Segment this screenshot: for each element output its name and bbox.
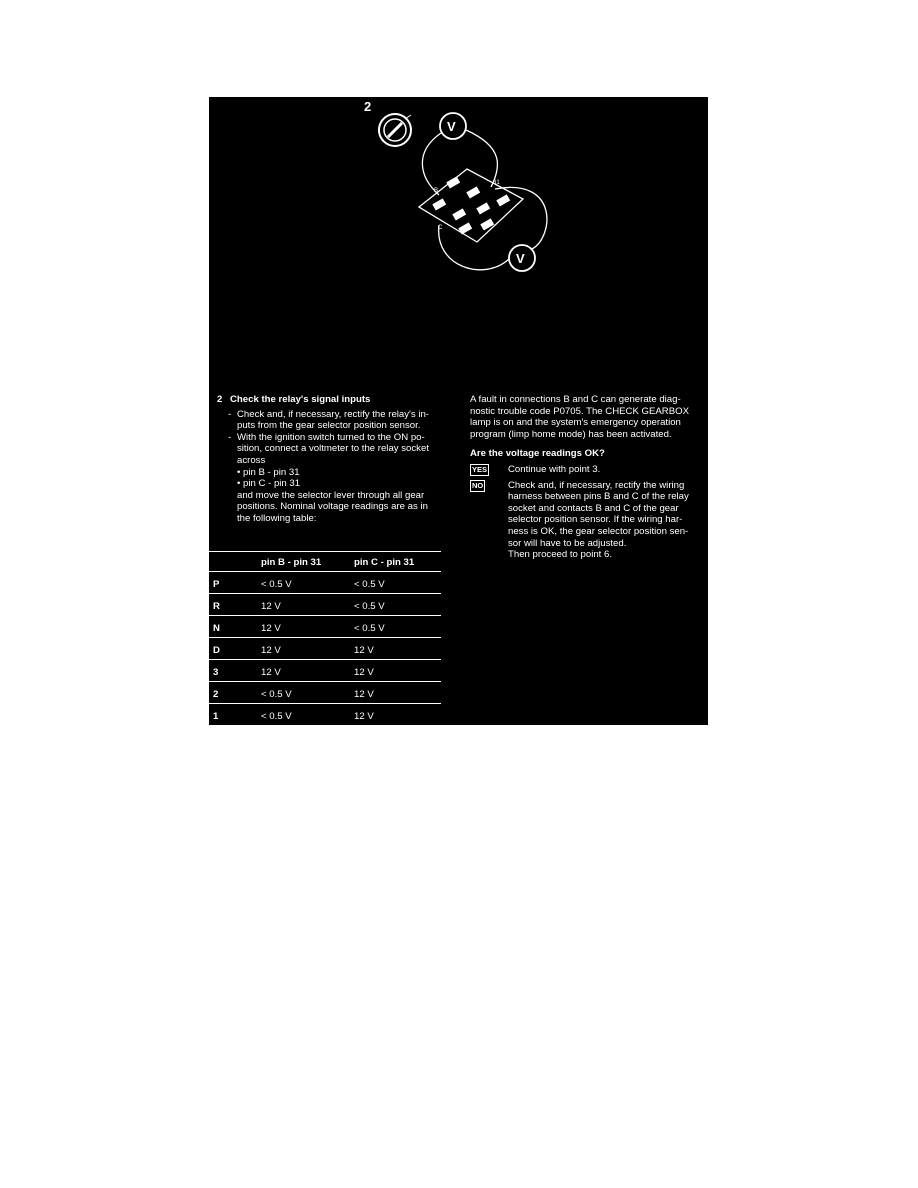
right-column: A fault in connections B and C can generate diag- nostic trouble code P0705. The CHECK GEARBOX lamp is on and the system's emergency operation program (limp home mode) has been activated. Are the voltage readings OK? YES Continue with point 3. NO Check and, if necessary, rectify the wiring harness between pins B and C of the relay socket and contacts B and C of the gear selector position sensor. If the wiring har- ness is OK, the gear selector position sen- sor will have to be adjusted. Then proceed to point 6. xyxy=(470,394,702,565)
figure-step-number: 2 xyxy=(364,99,372,114)
table-row: P < 0.5 V < 0.5 V xyxy=(209,572,441,594)
instruction-bullet-1: - Check and, if necessary, rectify the relay's in- puts from the gear selector position sensor. xyxy=(228,408,430,432)
table-row: N 12 V < 0.5 V xyxy=(209,616,441,638)
answer-yes: YES Continue with point 3. xyxy=(472,463,601,475)
table-row: 1 < 0.5 V 12 V xyxy=(209,704,441,726)
table-header-row: pin B - pin 31 pin C - pin 31 xyxy=(209,551,441,572)
table-row: 2 < 0.5 V 12 V xyxy=(209,682,441,704)
yes-tag: YES xyxy=(472,464,488,474)
relay-socket xyxy=(419,169,523,242)
svg-text:C: C xyxy=(438,225,443,231)
answer-no: NO Check and, if necessary, rectify the wiring harness between pins B and C of the relay socket and contacts B and C of the gear selector position sensor. If the wiring har- ness is OK, the gear selector position sen- sor will have to be adjusted. Then proceed to point 6. xyxy=(472,479,689,561)
table-row: 3 12 V 12 V xyxy=(209,660,441,682)
voltmeter-top xyxy=(440,113,466,139)
svg-text:B: B xyxy=(434,188,439,194)
instruction-bullet-2: - With the ignition switch turned to the ON po- sition, connect a voltmeter to the relay socket across xyxy=(228,431,429,466)
table-row: D 12 V 12 V xyxy=(209,638,441,660)
table-row: R 12 V < 0.5 V xyxy=(209,594,441,616)
ignition-switch-icon xyxy=(379,114,411,146)
left-column: 2 Check the relay's signal inputs - Check and, if necessary, rectify the relay's in- puts from the gear selector position sensor. - With the ignition switch turned to the ON po- sition, connect a voltmeter to the relay socket across • pin B - pin 31 • pin C - pin 31 and move the selector lever through all gear positions. Nominal voltage readings are as in the following table: xyxy=(217,394,449,525)
question-heading: Are the voltage readings OK? xyxy=(470,448,605,460)
no-tag: NO xyxy=(472,480,484,490)
step-heading: 2 Check the relay's signal inputs xyxy=(217,394,371,405)
voltmeter-bottom xyxy=(509,245,535,271)
svg-text:31: 31 xyxy=(493,180,500,186)
fault-note: A fault in connections B and C can generate diag- xyxy=(470,394,681,405)
pin-pair-c: • pin C - pin 31 xyxy=(237,478,301,490)
pin-pair-b: • pin B - pin 31 xyxy=(237,466,300,478)
voltage-table xyxy=(209,551,441,726)
manual-panel xyxy=(209,97,708,725)
svg-text:V: V xyxy=(516,251,525,266)
svg-text:V: V xyxy=(447,119,456,134)
relay-voltmeter-diagram xyxy=(209,97,708,397)
